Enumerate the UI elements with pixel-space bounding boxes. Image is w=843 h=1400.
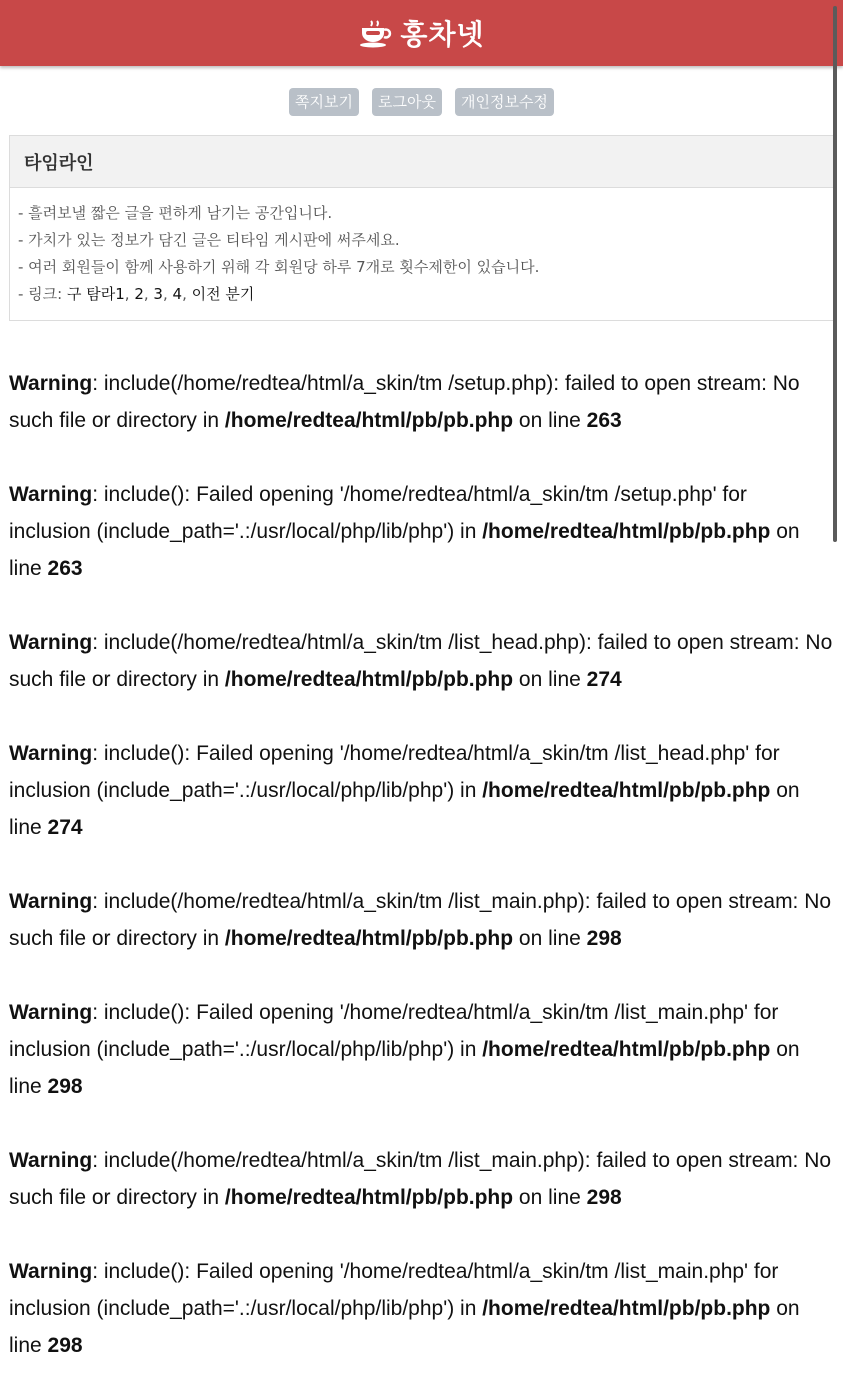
- link-old-timeline-4[interactable]: 4: [172, 285, 183, 303]
- warning-message: Warning: include(): Failed opening '/home/redtea/html/a_skin/tm /list_main.php' for inclusion (include_path='.:/usr/local/php/lib/php') in /home/redtea/html/pb/pb.php on line 298: [9, 1001, 800, 1098]
- logout-button[interactable]: 로그아웃: [372, 88, 442, 116]
- link-previous-quarter[interactable]: 이전 분기: [191, 285, 255, 303]
- teacup-icon[interactable]: [358, 18, 392, 48]
- link-old-timeline-1[interactable]: 구 탐라1: [66, 285, 125, 303]
- warning-message: Warning: include(): Failed opening '/home/redtea/html/a_skin/tm /list_head.php' for inclusion (include_path='.:/usr/local/php/lib/php') in /home/redtea/html/pb/pb.php on line 274: [9, 742, 800, 839]
- timeline-line: - 흘려보낼 짧은 글을 편하게 남기는 공간입니다.: [18, 204, 333, 222]
- vertical-scrollbar[interactable]: [833, 6, 837, 542]
- timeline-links-line: - 링크: 구 탐라1, 2, 3, 4, 이전 분기: [18, 285, 255, 303]
- warning-message: Warning: include(): Failed opening '/home/redtea/html/a_skin/tm /setup.php' for inclusion (include_path='.:/usr/local/php/lib/php') in /home/redtea/html/pb/pb.php on line 263: [9, 483, 800, 580]
- timeline-line: - 가치가 있는 정보가 담긴 글은 티타임 게시판에 써주세요.: [18, 231, 400, 249]
- link-old-timeline-2[interactable]: 2: [134, 285, 144, 303]
- site-header: [0, 0, 843, 66]
- php-warnings: [0, 365, 843, 1364]
- timeline-line: - 여러 회원들이 함께 사용하기 위해 각 회원당 하루 7개로 횟수제한이 있습니다.: [18, 258, 540, 276]
- user-nav: [0, 88, 843, 116]
- site-title[interactable]: 홍차넷: [400, 18, 485, 51]
- timeline-panel: [9, 135, 834, 321]
- edit-profile-button[interactable]: 개인정보수정: [455, 88, 554, 116]
- warning-message: Warning: include(): Failed opening '/home/redtea/html/a_skin/tm /list_main.php' for inclusion (include_path='.:/usr/local/php/lib/php') in /home/redtea/html/pb/pb.php on line 298: [9, 1260, 800, 1357]
- timeline-description: [10, 188, 833, 320]
- warning-message: Warning: include(/home/redtea/html/a_skin/tm /setup.php): failed to open stream: No such file or directory in /home/redtea/html/pb/pb.php on line 263: [9, 372, 800, 432]
- timeline-title: 타임라인: [10, 136, 833, 188]
- link-old-timeline-3[interactable]: 3: [153, 285, 163, 303]
- messages-button[interactable]: 쪽지보기: [289, 88, 359, 116]
- warning-message: Warning: include(/home/redtea/html/a_skin/tm /list_main.php): failed to open stream: No such file or directory in /home/redtea/html/pb/pb.php on line 298: [9, 1149, 832, 1209]
- links-prefix: - 링크:: [18, 285, 67, 303]
- warning-message: Warning: include(/home/redtea/html/a_skin/tm /list_head.php): failed to open stream: No such file or directory in /home/redtea/html/pb/pb.php on line 274: [9, 631, 833, 691]
- warning-message: Warning: include(/home/redtea/html/a_skin/tm /list_main.php): failed to open stream: No such file or directory in /home/redtea/html/pb/pb.php on line 298: [9, 890, 832, 950]
